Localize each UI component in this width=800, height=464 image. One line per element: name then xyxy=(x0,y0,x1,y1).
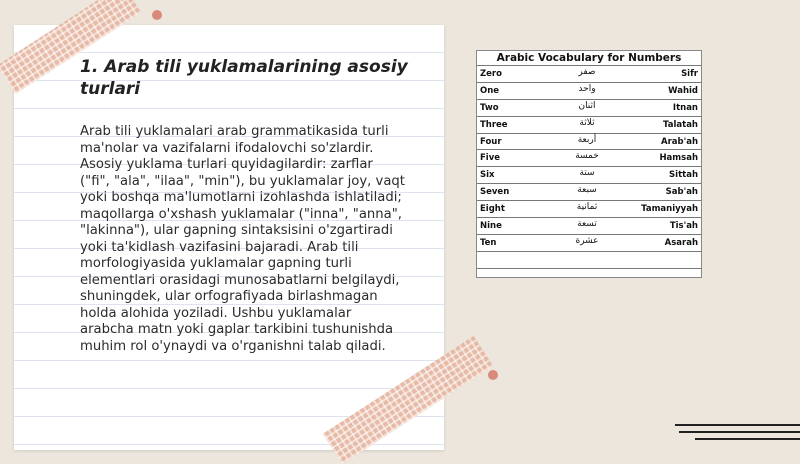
table-cell-english: Nine xyxy=(480,221,502,232)
table-cell-arabic: ستة xyxy=(579,168,595,179)
table-cell-transliteration: Itnan xyxy=(672,102,698,113)
table-cell-arabic: اثنان xyxy=(578,100,596,111)
table-cell-arabic: تسعة xyxy=(577,219,597,230)
slide-title: 1. Arab tili yuklamalarining asosiy turlari xyxy=(80,57,408,99)
table-cell-english: Six xyxy=(480,170,495,181)
table-row xyxy=(477,150,701,167)
table-cell-arabic: صفر xyxy=(578,67,596,77)
table-cell-english: Ten xyxy=(480,237,497,248)
table-row xyxy=(477,83,701,100)
decorative-line xyxy=(679,431,800,433)
tape-dot xyxy=(152,10,162,20)
table-cell-english: One xyxy=(480,85,500,96)
table-row xyxy=(477,218,701,235)
table-cell-transliteration: Wahid xyxy=(668,85,698,96)
table-cell-transliteration: Arab'ah xyxy=(661,136,698,147)
table-cell-transliteration: Tamaniyyah xyxy=(641,204,698,215)
table-cell-arabic: واحد xyxy=(578,83,596,94)
table-row xyxy=(477,167,701,184)
table-cell-transliteration: Sittah xyxy=(669,170,698,181)
decorative-line xyxy=(675,424,800,426)
table-cell-arabic: أربعة xyxy=(577,134,597,145)
table-cell-english: Two xyxy=(480,102,499,113)
table-cell-english: Five xyxy=(480,153,501,164)
decorative-line xyxy=(695,438,800,440)
table-cell-english: Three xyxy=(480,119,508,130)
table-cell-arabic: خمسة xyxy=(575,151,599,162)
table-cell-english: Eight xyxy=(480,204,505,215)
table-row-empty xyxy=(477,252,701,269)
table-cell-english: Zero xyxy=(480,69,502,79)
table-row xyxy=(477,201,701,218)
table-row xyxy=(477,66,701,83)
table-row xyxy=(477,117,701,134)
table-cell-arabic: سبعة xyxy=(577,185,597,196)
table-cell-transliteration: Sab'ah xyxy=(665,187,698,198)
vocabulary-table-image xyxy=(476,50,702,278)
table-cell-arabic: ثلاثة xyxy=(579,117,595,128)
table-cell-arabic: عشرة xyxy=(575,235,599,246)
vocabulary-table-title: Arabic Vocabulary for Numbers xyxy=(477,51,701,66)
table-cell-transliteration: Hamsah xyxy=(659,153,698,164)
table-row xyxy=(477,184,701,201)
table-row xyxy=(477,134,701,151)
table-row xyxy=(477,100,701,117)
slide-body-text: Arab tili yuklamalari arab grammatikasida turli ma'nolar va vazifalarni ifodalovchi so'zlardir. Asosiy yuklama turlari quyidagilardir: zarflar ("fi", "ala", "ilaa", "min"), bu yuklamalar joy, vaqt yoki boshqa ma'lumotlarni izohlashda ishlatiladi; maqollarga o'xshash yuklamalar ("inna", "anna", "lakinna"), ular gapning sintaksisini o'zgartiradi yoki ta'kidlash vazifasini bajaradi. Arab tili morfologiyasida yuklamalar gapning turli elementlari orasidagi munosabatlarni belgilaydi, shuningdek, ular orfografiyada birlashmagan holda alohida yoziladi. Ushbu yuklamalar arabcha matn yoki gaplar tarkibini tushunishda muhim rol o'ynaydi va o'rganishni talab qiladi. xyxy=(80,124,405,354)
table-cell-english: Seven xyxy=(480,187,510,198)
table-cell-transliteration: Sifr xyxy=(681,69,698,79)
table-cell-transliteration: Asarah xyxy=(664,237,698,248)
tape-dot xyxy=(488,370,498,380)
table-cell-english: Four xyxy=(480,136,502,147)
table-cell-transliteration: Tis'ah xyxy=(669,221,698,232)
table-cell-arabic: ثمانية xyxy=(576,202,598,213)
table-row xyxy=(477,235,701,252)
table-cell-transliteration: Talatah xyxy=(663,119,698,130)
